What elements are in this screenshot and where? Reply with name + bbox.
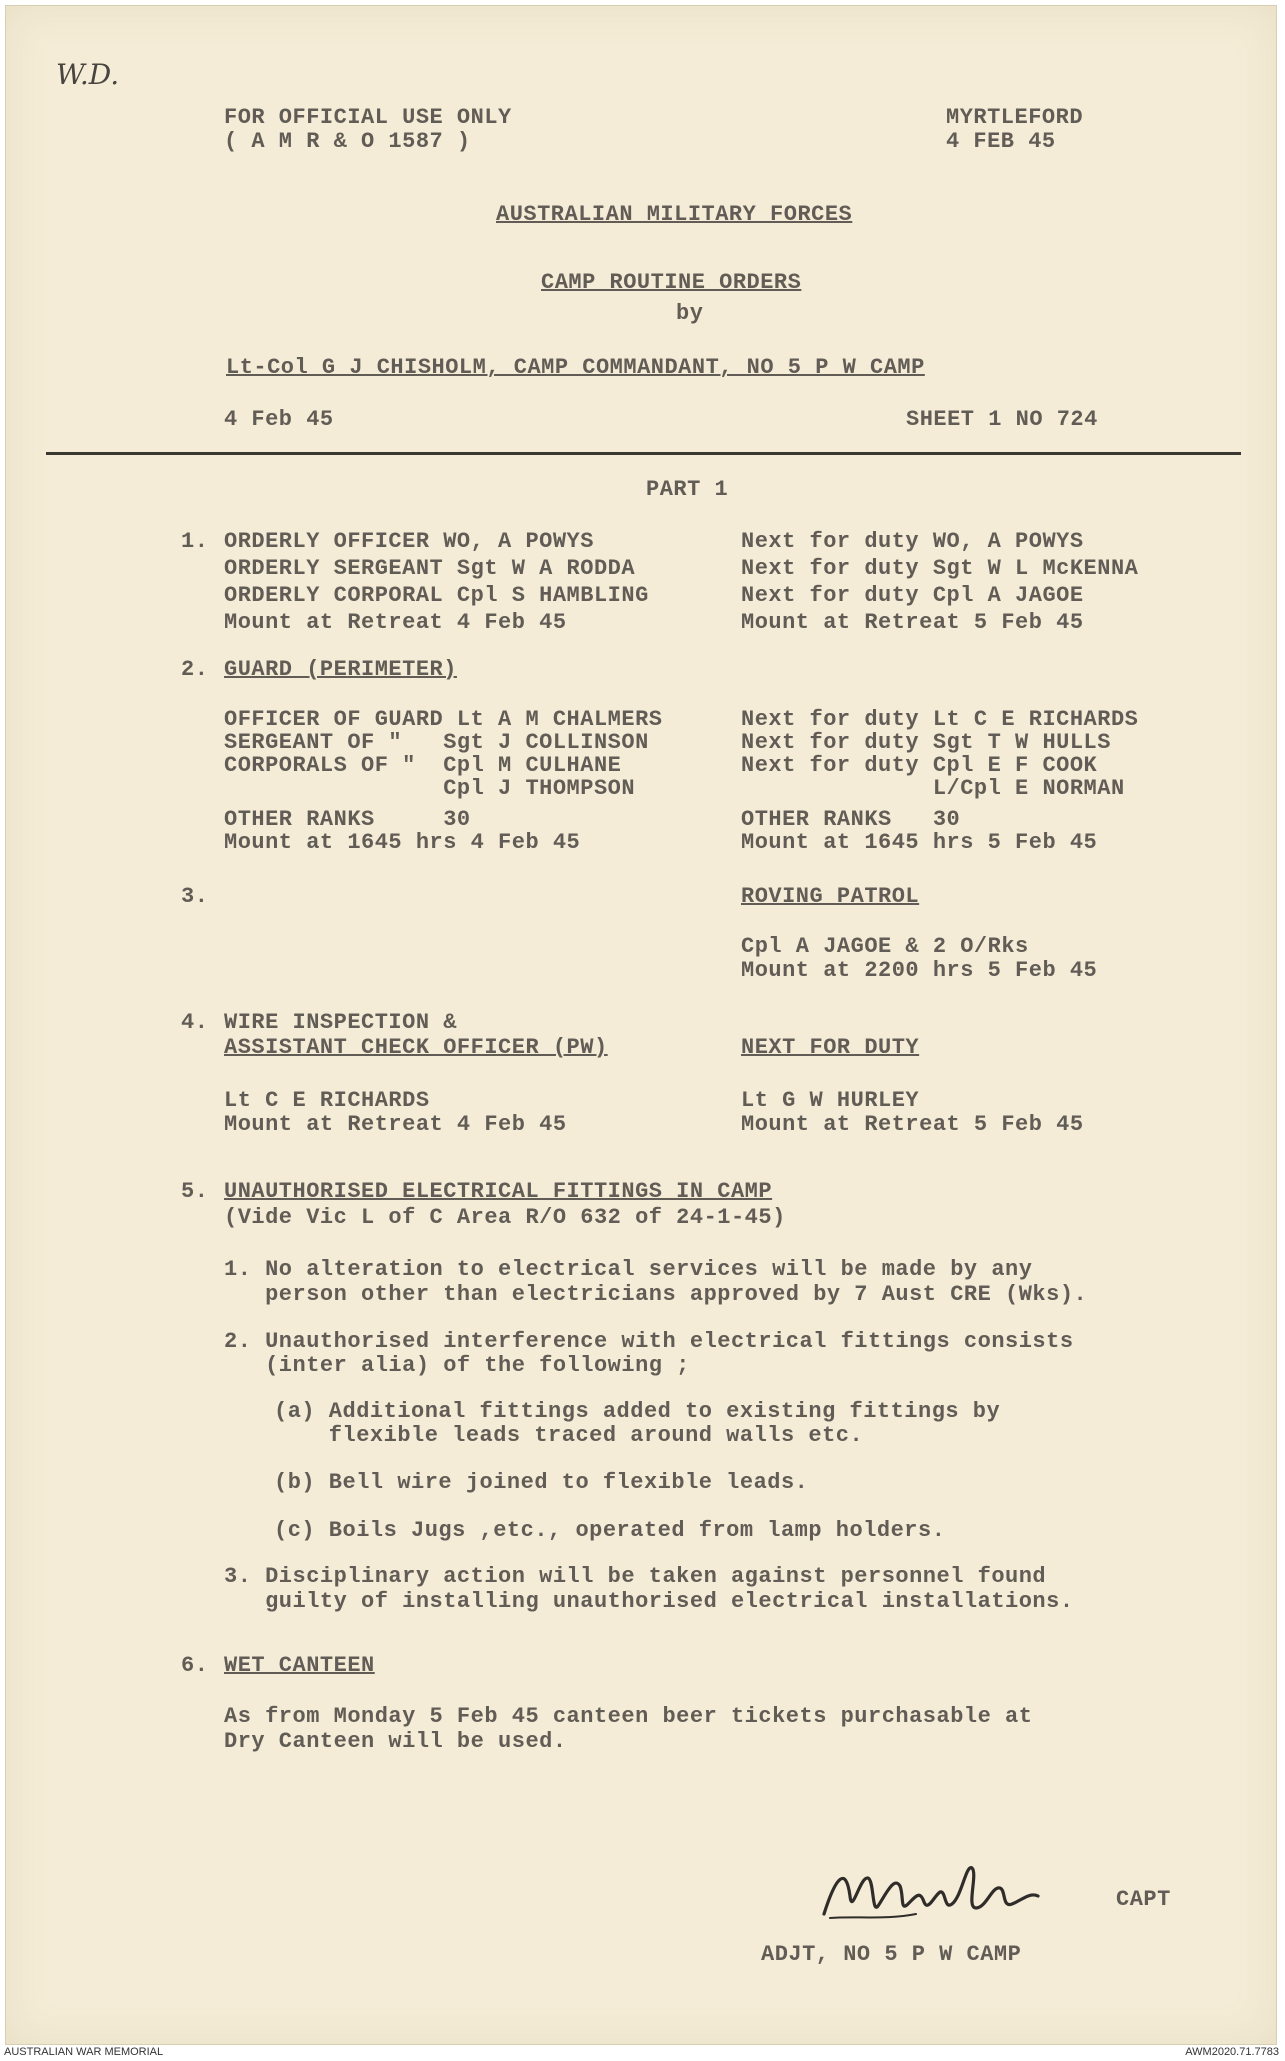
item-1-left-line: ORDERLY SERGEANT Sgt W A RODDA (224, 556, 636, 581)
by-line: by (676, 301, 704, 326)
item-3-number: 3. (181, 884, 209, 909)
classification-line: FOR OFFICIAL USE ONLY (224, 105, 512, 130)
item-1-number: 1. (181, 529, 209, 554)
sheet-number: SHEET 1 NO 724 (906, 407, 1098, 432)
item-5-para-1-line: person other than electricians approved by 7 Aust CRE (Wks). (224, 1282, 1088, 1307)
item-4-left-line: Mount at Retreat 4 Feb 45 (224, 1112, 567, 1137)
item-5-sub-a-line: flexible leads traced around walls etc. (274, 1423, 864, 1448)
item-5-sub-c: (c) Boils Jugs ,etc., operated from lamp holders. (274, 1518, 946, 1543)
item-5-para-3-line: 3. Disciplinary action will be taken against personnel found (224, 1564, 1047, 1589)
item-5-number: 5. (181, 1179, 209, 1204)
issue-date: 4 Feb 45 (224, 407, 334, 432)
item-6-heading: WET CANTEEN (224, 1653, 375, 1678)
item-3-heading: ROVING PATROL (741, 884, 920, 909)
corner-mark: W.D. (56, 58, 120, 91)
forces-title: AUSTRALIAN MILITARY FORCES (496, 202, 853, 227)
item-2-right-line: Next for duty Cpl E F COOK (741, 753, 1098, 778)
item-1-left-line: Mount at Retreat 4 Feb 45 (224, 610, 567, 635)
item-5-sub-b: (b) Bell wire joined to flexible leads. (274, 1470, 809, 1495)
item-2-left-line: SERGEANT OF " Sgt J COLLINSON (224, 730, 649, 755)
item-1-left-line: ORDERLY CORPORAL Cpl S HAMBLING (224, 583, 649, 608)
signature-appointment: ADJT, NO 5 P W CAMP (761, 1942, 1022, 1967)
item-2-number: 2. (181, 657, 209, 682)
item-2-left-line: OTHER RANKS 30 (224, 807, 471, 832)
item-6-line: Dry Canteen will be used. (224, 1729, 567, 1754)
header-rule (46, 452, 1241, 455)
item-1-right-line: Next for duty WO, A POWYS (741, 529, 1084, 554)
item-1-right-line: Mount at Retreat 5 Feb 45 (741, 610, 1084, 635)
signature-rank: CAPT (1116, 1887, 1171, 1912)
header-date: 4 FEB 45 (946, 129, 1056, 154)
item-1-right-line: Next for duty Cpl A JAGOE (741, 583, 1084, 608)
item-4-number: 4. (181, 1010, 209, 1035)
item-5-para-3-line: guilty of installing unauthorised electrical installations. (224, 1589, 1074, 1614)
item-2-heading: GUARD (PERIMETER) (224, 657, 457, 682)
item-5-para-1-line: 1. No alteration to electrical services will be made by any (224, 1257, 1033, 1282)
handwritten-signature (816, 1856, 1106, 1936)
item-5-para-2-line: 2. Unauthorised interference with electrical fittings consists (224, 1329, 1074, 1354)
reference-line: ( A M R & O 1587 ) (224, 129, 471, 154)
commandant-line: Lt-Col G J CHISHOLM, CAMP COMMANDANT, NO 5 P W CAMP (226, 355, 925, 380)
location: MYRTLEFORD (946, 105, 1084, 130)
item-2-right-line: OTHER RANKS 30 (741, 807, 961, 832)
item-4-right-line: Mount at Retreat 5 Feb 45 (741, 1112, 1084, 1137)
item-4-right-line: Lt G W HURLEY (741, 1088, 920, 1113)
orders-title: CAMP ROUTINE ORDERS (541, 270, 802, 295)
item-2-right-line: L/Cpl E NORMAN (741, 776, 1125, 801)
item-6-line: As from Monday 5 Feb 45 canteen beer tickets purchasable at (224, 1704, 1033, 1729)
item-5-reference: (Vide Vic L of C Area R/O 632 of 24-1-45) (224, 1205, 786, 1230)
item-2-left-line: Mount at 1645 hrs 4 Feb 45 (224, 830, 581, 855)
item-4-heading-line: WIRE INSPECTION & (224, 1010, 457, 1035)
item-1-left-line: ORDERLY OFFICER WO, A POWYS (224, 529, 594, 554)
part-label: PART 1 (646, 477, 729, 502)
item-4-right-heading: NEXT FOR DUTY (741, 1035, 920, 1060)
item-2-left-line: Cpl J THOMPSON (224, 776, 636, 801)
item-4-heading-line: ASSISTANT CHECK OFFICER (PW) (224, 1035, 608, 1060)
item-2-right-line: Mount at 1645 hrs 5 Feb 45 (741, 830, 1098, 855)
item-3-line: Mount at 2200 hrs 5 Feb 45 (741, 958, 1098, 983)
item-1-right-line: Next for duty Sgt W L McKENNA (741, 556, 1139, 581)
item-4-left-line: Lt C E RICHARDS (224, 1088, 430, 1113)
item-6-number: 6. (181, 1653, 209, 1678)
item-2-right-line: Next for duty Sgt T W HULLS (741, 730, 1111, 755)
item-3-line: Cpl A JAGOE & 2 O/Rks (741, 934, 1029, 959)
item-5-heading: UNAUTHORISED ELECTRICAL FITTINGS IN CAMP (224, 1179, 773, 1204)
item-5-para-2-line: (inter alia) of the following ; (224, 1353, 690, 1378)
item-2-left-line: CORPORALS OF " Cpl M CULHANE (224, 753, 622, 778)
item-5-sub-a-line: (a) Additional fittings added to existing fittings by (274, 1399, 1001, 1424)
document-page (5, 5, 1277, 2045)
item-2-right-line: Next for duty Lt C E RICHARDS (741, 707, 1139, 732)
footer-accession-number: AWM2020.71.7783 (1185, 2046, 1279, 2058)
footer-archive-name: AUSTRALIAN WAR MEMORIAL (4, 2046, 164, 2058)
item-2-left-line: OFFICER OF GUARD Lt A M CHALMERS (224, 707, 663, 732)
